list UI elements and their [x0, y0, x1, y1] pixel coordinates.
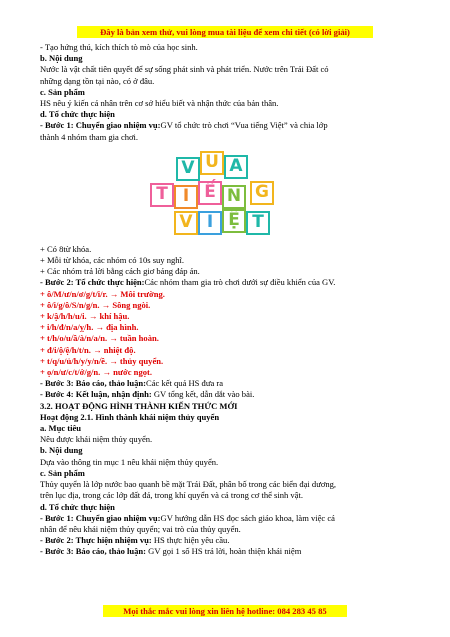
logo-tile: T	[150, 183, 174, 207]
activity-title: Hoạt động 2.1. Hình thành khái niệm thủy quyển	[40, 411, 220, 422]
text-line: Nước là vật chất tiên quyết để sự sống phát sinh và phát triển. Nước trên Trái Đất có	[40, 64, 329, 75]
step-3-line: - Bước 3: Báo cáo, thảo luận: GV gọi 1 số HS trả lời, hoàn thiện khái niệm	[40, 546, 302, 557]
logo-tile: V	[174, 211, 198, 235]
logo-tile: I	[174, 185, 198, 209]
section-title: c. Sản phẩm	[40, 467, 85, 478]
step-3-line: - Bước 3: Báo cáo, thảo luận:Các kết quả HS đưa ra	[40, 378, 224, 389]
section-title: d. Tổ chức thực hiện	[40, 109, 115, 120]
section-title: d. Tổ chức thực hiện	[40, 501, 115, 512]
section-title: a. Mục tiêu	[40, 423, 82, 434]
logo-tile: Ế	[198, 181, 222, 205]
step-2-line: - Bước 2: Tổ chức thực hiện:Các nhóm tham gia trò chơi dưới sự điều khiển của GV.	[40, 277, 336, 288]
vua-tieng-viet-logo	[40, 145, 410, 240]
step-1-line: - Bước 1: Chuyển giao nhiệm vụ:GV tổ chức trò chơi “Vua tiếng Việt” và chia lớp	[40, 120, 328, 131]
logo-tile: V	[176, 157, 200, 181]
rule-line: + Mỗi từ khóa, các nhóm có 10s suy nghĩ.	[40, 255, 185, 266]
section-heading: 3.2. HOẠT ĐỘNG HÌNH THÀNH KIẾN THỨC MỚI	[40, 400, 238, 411]
answer-line: + i/h/đ/n/a/ỵ/h. → địa hình.	[40, 322, 139, 333]
step-4-line: - Bước 4: Kết luận, nhận định: GV tổng kết, dẫn dắt vào bài.	[40, 389, 255, 400]
text-line: nhân để nêu khái niệm thủy quyển; vai trò của thủy quyển.	[40, 523, 241, 534]
text-line: - Tạo hứng thú, kích thích tò mò của học sinh.	[40, 42, 198, 52]
section-title: b. Nội dung	[40, 53, 83, 64]
preview-banner: Đây là bản xem thử, vui lòng mua tài liệu để xem chi tiết (có lời giải)	[77, 26, 373, 38]
hotline-banner: Mọi thắc mắc vui lòng xin liên hệ hotline: 084 283 45 85	[103, 605, 347, 617]
step-2-line: - Bước 2: Thực hiện nhiệm vụ: HS thực hiện yêu cầu.	[40, 535, 230, 546]
rule-line: + Các nhóm trả lời bằng cách giơ bảng đáp án.	[40, 266, 200, 277]
answer-line: + t/h/o/u/ầ/à/n/a/n. → tuần hoàn.	[40, 333, 159, 344]
answer-line: + ô/i/g/ô/S/n/g/n. → Sông ngòi.	[40, 299, 151, 310]
text-line: trên lục địa, trong các lớp đất đá, trong khí quyển và cả trong cơ thể sinh vật.	[40, 490, 303, 501]
answer-line: + ọ/n/ư/c/t/ớ/g/n. → nước ngọt.	[40, 367, 152, 378]
rule-line: + Có 8từ khóa.	[40, 243, 92, 254]
answer-line: + k/ậ/h/h/u/i. → khí hậu.	[40, 311, 130, 322]
section-title: c. Sản phẩm	[40, 86, 85, 97]
text-line: Dựa vào thông tin mục 1 nêu khái niệm thủy quyển.	[40, 456, 219, 467]
answer-line: + t/q/u/ủ/h/y/y/n/ề. → thủy quyển.	[40, 355, 164, 366]
logo-tile: T	[246, 211, 270, 235]
section-title: b. Nội dung	[40, 445, 83, 456]
logo-tile: I	[198, 211, 222, 235]
text-line: thành 4 nhóm tham gia chơi.	[40, 131, 139, 142]
answer-line: + ô/M/ư/n/ơ/g/t/i/r. → Môi trường.	[40, 288, 165, 299]
logo-tile: N	[222, 185, 246, 209]
text-line: những dạng tồn tại nào, có ở đâu.	[40, 75, 155, 86]
logo-tile: A	[224, 155, 248, 179]
text-line: Nêu được khái niệm thủy quyển.	[40, 434, 153, 445]
text-line: Thủy quyển là lớp nước bao quanh bề mặt Trái Đất, phân bố trong các biển đại dương,	[40, 479, 337, 490]
logo-tile: U	[200, 151, 224, 175]
document-body	[40, 42, 410, 558]
logo-tile: G	[250, 181, 274, 205]
text-line: HS nêu ý kiến cá nhân trên cơ sở hiểu biết và nhận thức của bản thân.	[40, 98, 279, 109]
step-1-line: - Bước 1: Chuyển giao nhiệm vụ:GV hướng dẫn HS đọc sách giáo khoa, làm việc cá	[40, 512, 335, 523]
logo-tile: Ệ	[222, 209, 246, 233]
answer-line: + đ/i/ộ/ệ/h/t/n. → nhiệt độ.	[40, 344, 136, 355]
